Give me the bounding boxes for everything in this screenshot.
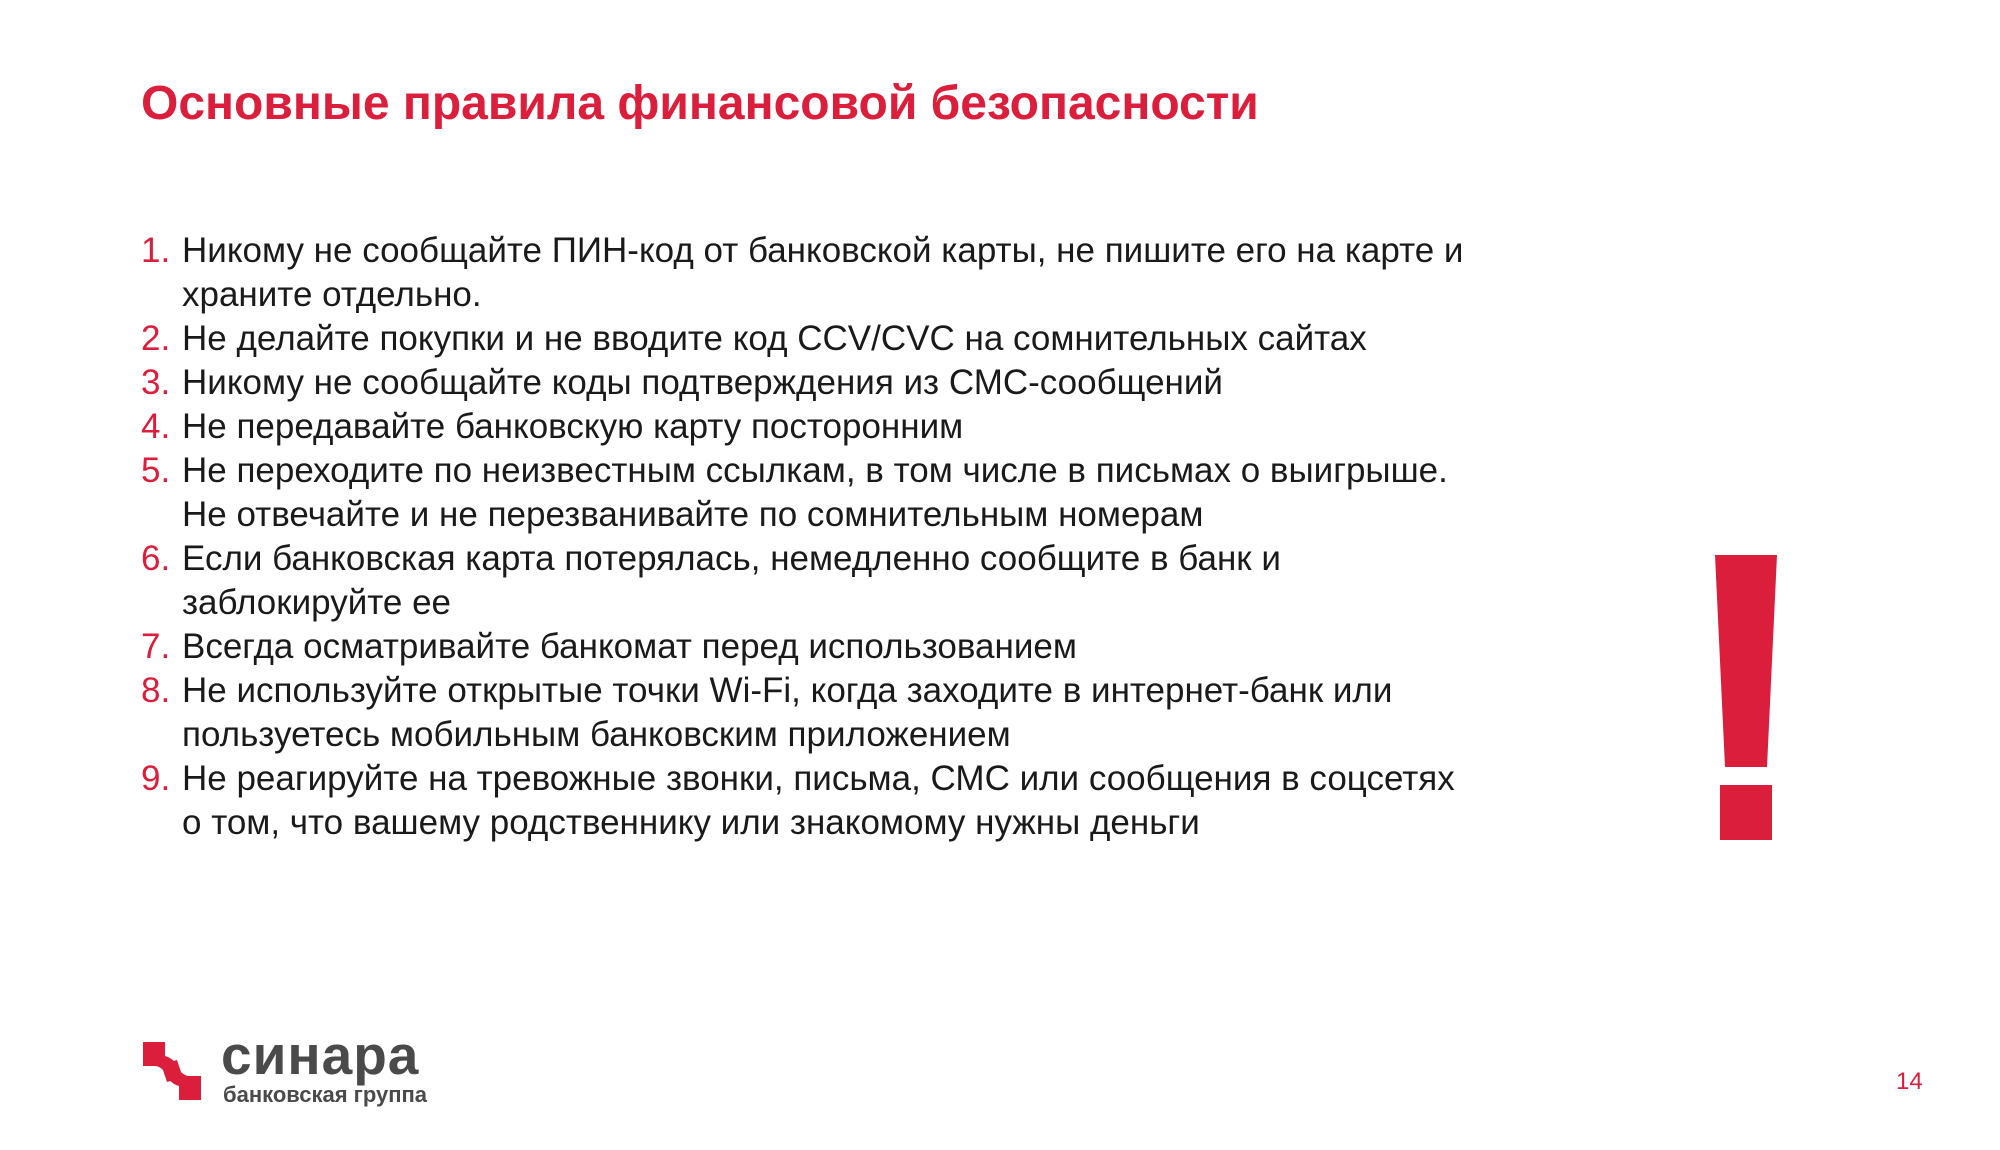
rule-item-5 bbox=[141, 449, 1481, 537]
rule-number: 1. bbox=[141, 231, 171, 270]
rule-text: Никому не сообщайте ПИН-код от банковской карты, не пишите его на карте и храните отдельно. bbox=[182, 231, 1464, 314]
slide-title: Основные правила финансовой безопасности bbox=[141, 77, 1259, 130]
rule-text: Не переходите по неизвестным ссылкам, в том числе в письмах о выигрыше. Не отвечайте и не перезванивайте по сомнительным номерам bbox=[182, 451, 1448, 534]
rule-item-4 bbox=[141, 405, 1481, 449]
rule-text: Не реагируйте на тревожные звонки, письма, СМС или сообщения в соцсетях о том, что вашему родственнику или знакомому нужны деньги bbox=[182, 759, 1455, 842]
rule-text: Всегда осматривайте банкомат перед использованием bbox=[182, 627, 1077, 666]
rule-item-7 bbox=[141, 625, 1481, 669]
sinara-logo-icon bbox=[143, 1042, 201, 1100]
rule-number: 3. bbox=[141, 363, 171, 402]
rule-item-3 bbox=[141, 361, 1481, 405]
logo-name: синара bbox=[221, 1024, 420, 1086]
exclamation-dot bbox=[1720, 785, 1772, 840]
rule-number: 9. bbox=[141, 759, 171, 798]
rule-text: Не делайте покупки и не вводите код CCV/CVC на сомнительных сайтах bbox=[182, 319, 1367, 358]
rule-text: Не используйте открытые точки Wi-Fi, когда заходите в интернет-банк или пользуетесь мобильным банковским приложением bbox=[182, 671, 1393, 754]
rule-item-6 bbox=[141, 537, 1481, 625]
rule-item-8 bbox=[141, 669, 1481, 757]
rule-item-1 bbox=[141, 229, 1481, 317]
rule-number: 5. bbox=[141, 451, 171, 490]
rule-item-9 bbox=[141, 757, 1481, 845]
rule-number: 4. bbox=[141, 407, 171, 446]
exclamation-icon bbox=[1715, 555, 1777, 840]
page-number: 14 bbox=[1896, 1068, 1923, 1095]
rule-number: 2. bbox=[141, 319, 171, 358]
sinara-logo bbox=[143, 1024, 483, 1107]
rule-text: Не передавайте банковскую карту посторонним bbox=[182, 407, 964, 446]
rule-text: Никому не сообщайте коды подтверждения из СМС-сообщений bbox=[182, 363, 1223, 402]
rule-text: Если банковская карта потерялась, немедленно сообщите в банк и заблокируйте ее bbox=[182, 539, 1281, 622]
rules-list bbox=[141, 229, 1481, 845]
logo-subtitle: банковская группа bbox=[223, 1082, 428, 1107]
rule-item-2 bbox=[141, 317, 1481, 361]
exclamation-stem bbox=[1715, 555, 1777, 767]
rule-number: 6. bbox=[141, 539, 171, 578]
rule-number: 8. bbox=[141, 671, 171, 710]
rule-number: 7. bbox=[141, 627, 171, 666]
